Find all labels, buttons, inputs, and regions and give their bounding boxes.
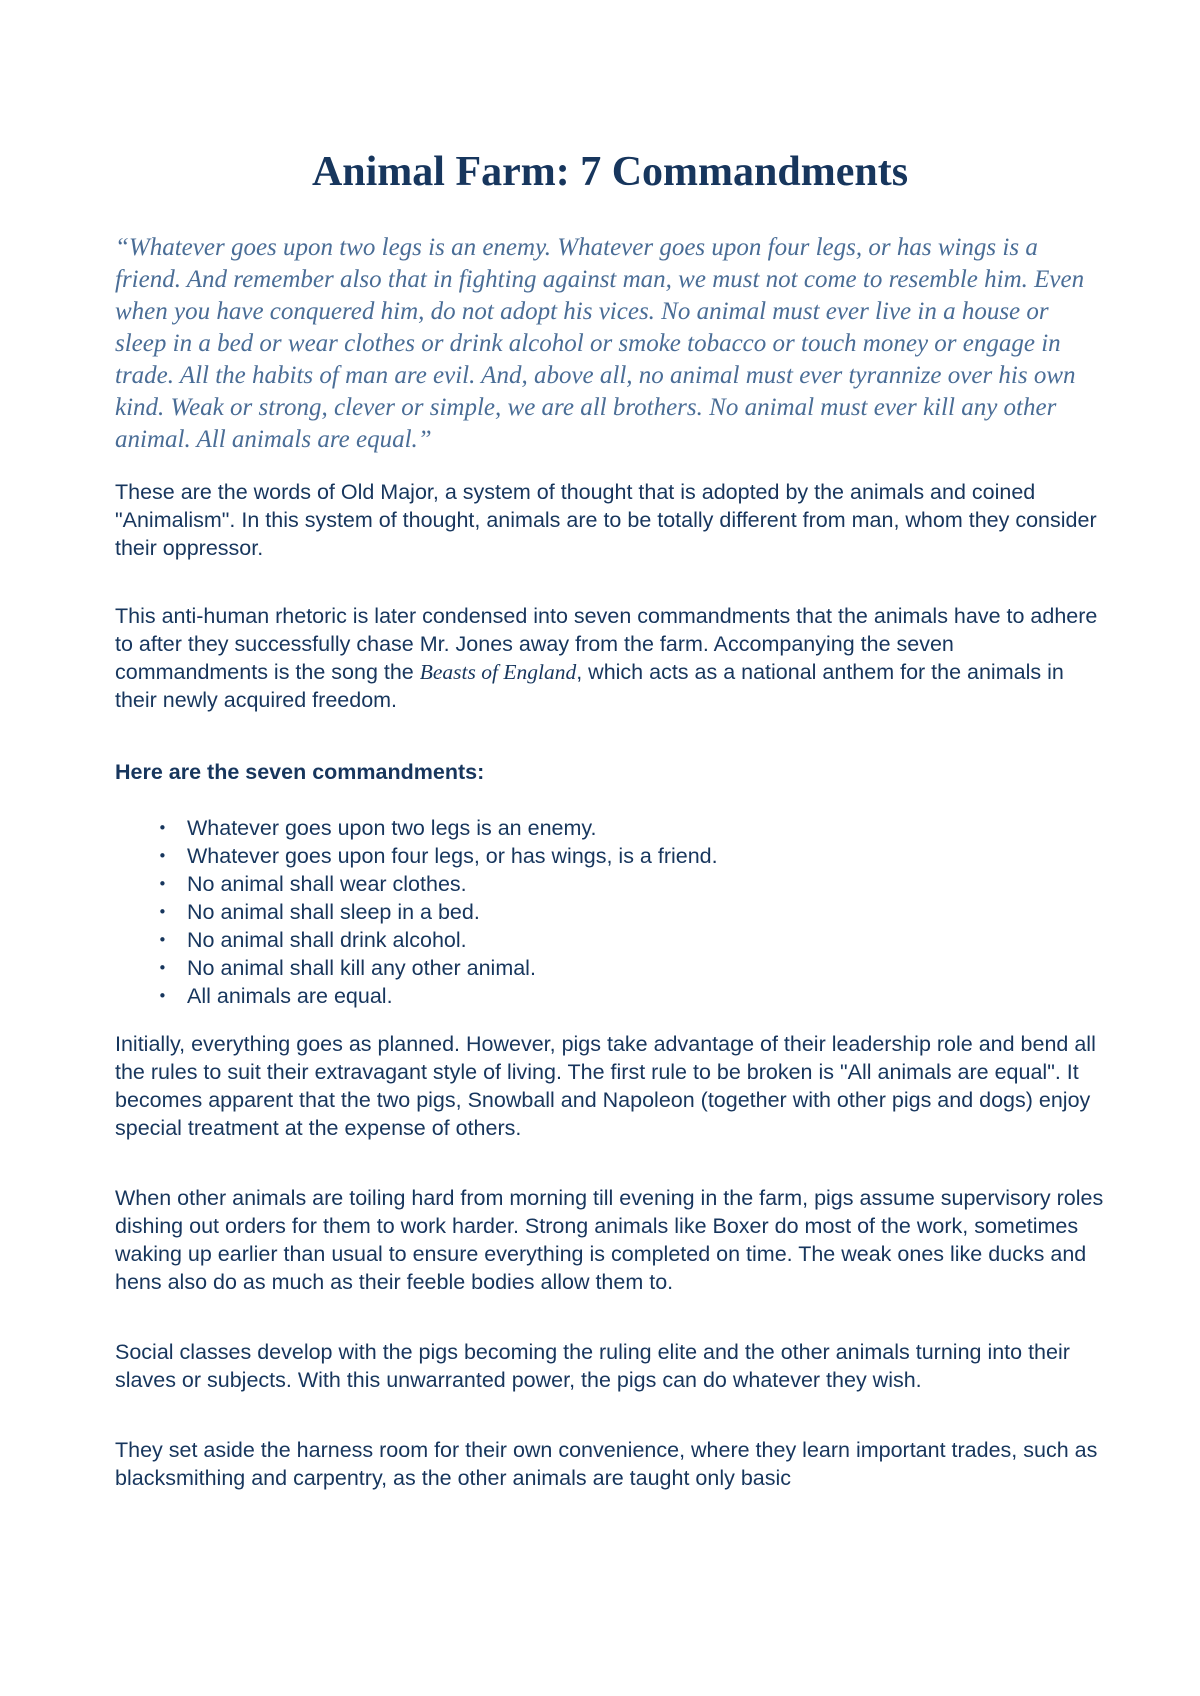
bullet-icon: • bbox=[158, 819, 167, 837]
paragraph-harness-room: They set aside the harness room for their own convenience, where they learn important trades, such as blacksmithing and carpentry, as the other animals are taught only basic bbox=[115, 1438, 1098, 1490]
bullet-icon: • bbox=[158, 903, 167, 921]
document-content bbox=[115, 148, 1105, 1492]
bullet-icon: • bbox=[158, 931, 167, 949]
commandment-text: Whatever goes upon four legs, or has wings, is a friend. bbox=[187, 844, 718, 868]
bullet-icon: • bbox=[158, 987, 167, 1005]
book-title-beasts-of-england: Beasts of England bbox=[419, 660, 577, 684]
paragraph-text-after: , which acts as a national anthem for the animals in their newly acquired freedom. bbox=[115, 660, 1064, 712]
commandment-text: All animals are equal. bbox=[187, 984, 393, 1008]
bullet-icon: • bbox=[158, 875, 167, 893]
paragraph-seven-commandments-intro bbox=[115, 602, 1105, 714]
commandments-list bbox=[115, 814, 1105, 1010]
commandment-text: No animal shall wear clothes. bbox=[187, 872, 467, 896]
list-item bbox=[115, 954, 1105, 982]
paragraph-rules-broken: Initially, everything goes as planned. However, pigs take advantage of their leadership role and bend all the rules to suit their extravagant style of living. The first rule to be broken is "All animals are equal". It becomes apparent that the two pigs, Snowball and Napoleon (together with other pigs and dogs) enjoy special treatment at the expense of others. bbox=[115, 1032, 1096, 1140]
list-item bbox=[115, 926, 1105, 954]
commandment-text: No animal shall drink alcohol. bbox=[187, 928, 467, 952]
old-major-quote: “Whatever goes upon two legs is an enemy. Whatever goes upon four legs, or has wings is a friend. And remember also that in fighting against man, we must not come to resemble him. Even when you have conquered him, do not adopt his vices. No animal must ever live in a house or sleep in a bed or wear clothes or drink alcohol or smoke tobacco or touch money or engage in trade. All the habits of man are evil. And, above all, no animal must ever tyrannize over his own kind. Weak or strong, clever or simple, we are all brothers. No animal must ever kill any other animal. All animals are equal.” bbox=[115, 234, 1085, 453]
commandment-text: No animal shall sleep in a bed. bbox=[187, 900, 480, 924]
bullet-icon: • bbox=[158, 847, 167, 865]
list-item bbox=[115, 982, 1105, 1010]
paragraph-text-before: This anti-human rhetoric is later condensed into seven commandments that the animals have to adhere to after they successfully chase Mr. Jones away from the farm. Accompanying the seven commandments is the song the bbox=[115, 604, 1098, 684]
commandments-heading: Here are the seven commandments: bbox=[115, 760, 485, 784]
paragraph-pigs-supervise: When other animals are toiling hard from morning till evening in the farm, pigs assume supervisory roles dishing out orders for them to work harder. Strong animals like Boxer do most of the work, sometimes waking up earlier than usual to ensure everything is completed on time. The weak ones like ducks and hens also do as much as their feeble bodies allow them to. bbox=[115, 1186, 1104, 1294]
paragraph-animalism: These are the words of Old Major, a system of thought that is adopted by the animals and coined "Animalism". In this system of thought, animals are to be totally different from man, whom they consider their oppressor. bbox=[115, 480, 1097, 560]
list-item bbox=[115, 814, 1105, 842]
list-item bbox=[115, 870, 1105, 898]
paragraph-social-classes: Social classes develop with the pigs becoming the ruling elite and the other animals turning into their slaves or subjects. With this unwarranted power, the pigs can do whatever they wish. bbox=[115, 1340, 1070, 1392]
commandment-text: No animal shall kill any other animal. bbox=[187, 956, 536, 980]
bullet-icon: • bbox=[158, 959, 167, 977]
list-item bbox=[115, 898, 1105, 926]
commandment-text: Whatever goes upon two legs is an enemy. bbox=[187, 816, 597, 840]
document-title: Animal Farm: 7 Commandments bbox=[311, 149, 909, 195]
list-item bbox=[115, 842, 1105, 870]
